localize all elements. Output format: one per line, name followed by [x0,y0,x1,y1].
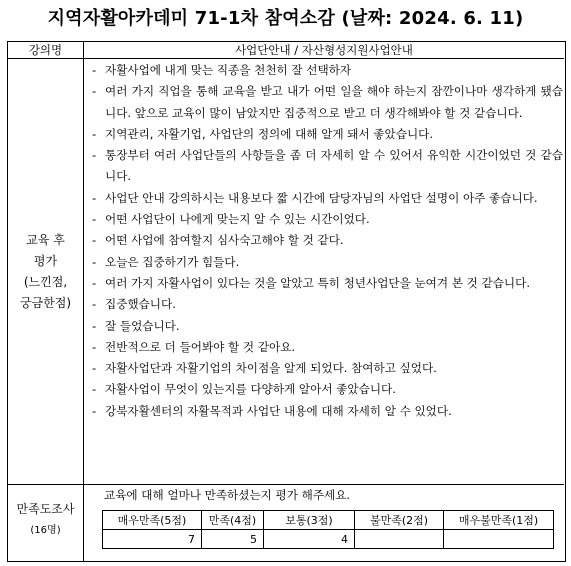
evaluation-label [8,230,83,314]
count-very-dissatisfied [444,530,554,549]
satisfaction-header-row [103,511,554,530]
feedback-item: - 자활사업단과 자활기업의 차이점을 알게 되었다. 참여하고 싶었다. [89,358,563,379]
count-very-satisfied: 7 [103,530,202,549]
feedback-item: - 자활사업이 무엇이 있는지를 다양하게 알아서 좋았습니다. [89,379,563,400]
feedback-table [7,41,566,562]
count-dissatisfied [355,530,444,549]
count-satisfied: 5 [202,530,264,549]
feedback-item: - 어떤 사업에 참여할지 심사숙고해야 할 것 같다. [89,230,563,251]
feedback-item: - 지역관리, 자활기업, 사업단의 정의에 대해 알게 돼서 좋았습니다. [89,124,563,145]
feedback-item: - 집중했습니다. [89,294,563,315]
document-title: 지역자활아카데미 71-1차 참여소감 (날짜: 2024. 6. 11) [47,8,524,29]
feedback-item: - 자활사업에 내게 맞는 직종을 천천히 잘 선택하자 [89,60,563,81]
evaluation-label-line3: (느낀점, [23,275,68,289]
evaluation-label-line4: 궁금한점) [19,296,72,310]
feedback-item: - 어떤 사업단이 나에게 맞는지 알 수 있는 시간이었다. [89,209,563,230]
header-divider [8,58,564,59]
feedback-item: - 강북자활센터의 자활목적과 사업단 내용에 대해 자세히 알 수 있었다. [89,401,563,422]
feedback-item: - 여러 가지 직업을 통해 교육을 받고 내가 어떤 일을 해야 하는지 잠깐이나마 생각하게 됐습니다. 앞으로 교육이 많이 남았지만 집중적으로 받고 더 생각해봐야 할 것 같습니다. [89,81,563,124]
section-divider [8,484,564,485]
rating-neutral: 보통(3점) [264,511,355,530]
survey-count: (16명) [30,525,61,536]
feedback-item: - 전반적으로 더 들어봐야 할 것 같아요. [89,337,563,358]
survey-label [8,499,83,541]
feedback-item: - 잘 들었습니다. [89,316,563,337]
count-neutral: 4 [264,530,355,549]
feedback-item: - 사업단 안내 강의하시는 내용보다 짧 시간에 담당자님의 사업단 설명이 아주 좋습니다. [89,188,563,209]
lecture-name-header: 강의명 [28,43,63,57]
feedback-list [89,60,563,422]
feedback-item: - 통장부터 여러 사업단들의 사항들을 좀 더 자세히 알 수 있어서 유익한 시간이었던 것 같습니다. [89,145,563,188]
survey-question: 교육에 대해 얼마나 만족하셨는지 평가 해주세요. [104,488,351,502]
rating-satisfied: 만족(4점) [202,511,264,530]
evaluation-label-line2: 평가 [33,254,58,268]
satisfaction-values-row [103,530,554,549]
feedback-item: - 여러 가지 자활사업이 있다는 것을 알았고 특히 청년사업단을 눈여겨 본 것 같습니다. [89,273,563,294]
rating-very-dissatisfied: 매우불만족(1점) [444,511,554,530]
feedback-item: - 오늘은 집중하기가 힘들다. [89,252,563,273]
rating-very-satisfied: 매우만족(5점) [103,511,202,530]
survey-label-text: 만족도조사 [16,502,75,516]
evaluation-label-line1: 교육 후 [26,233,65,247]
rating-dissatisfied: 불만족(2점) [355,511,444,530]
lecture-title: 사업단안내 / 자산형성지원사업안내 [235,43,413,57]
satisfaction-table [102,510,554,549]
